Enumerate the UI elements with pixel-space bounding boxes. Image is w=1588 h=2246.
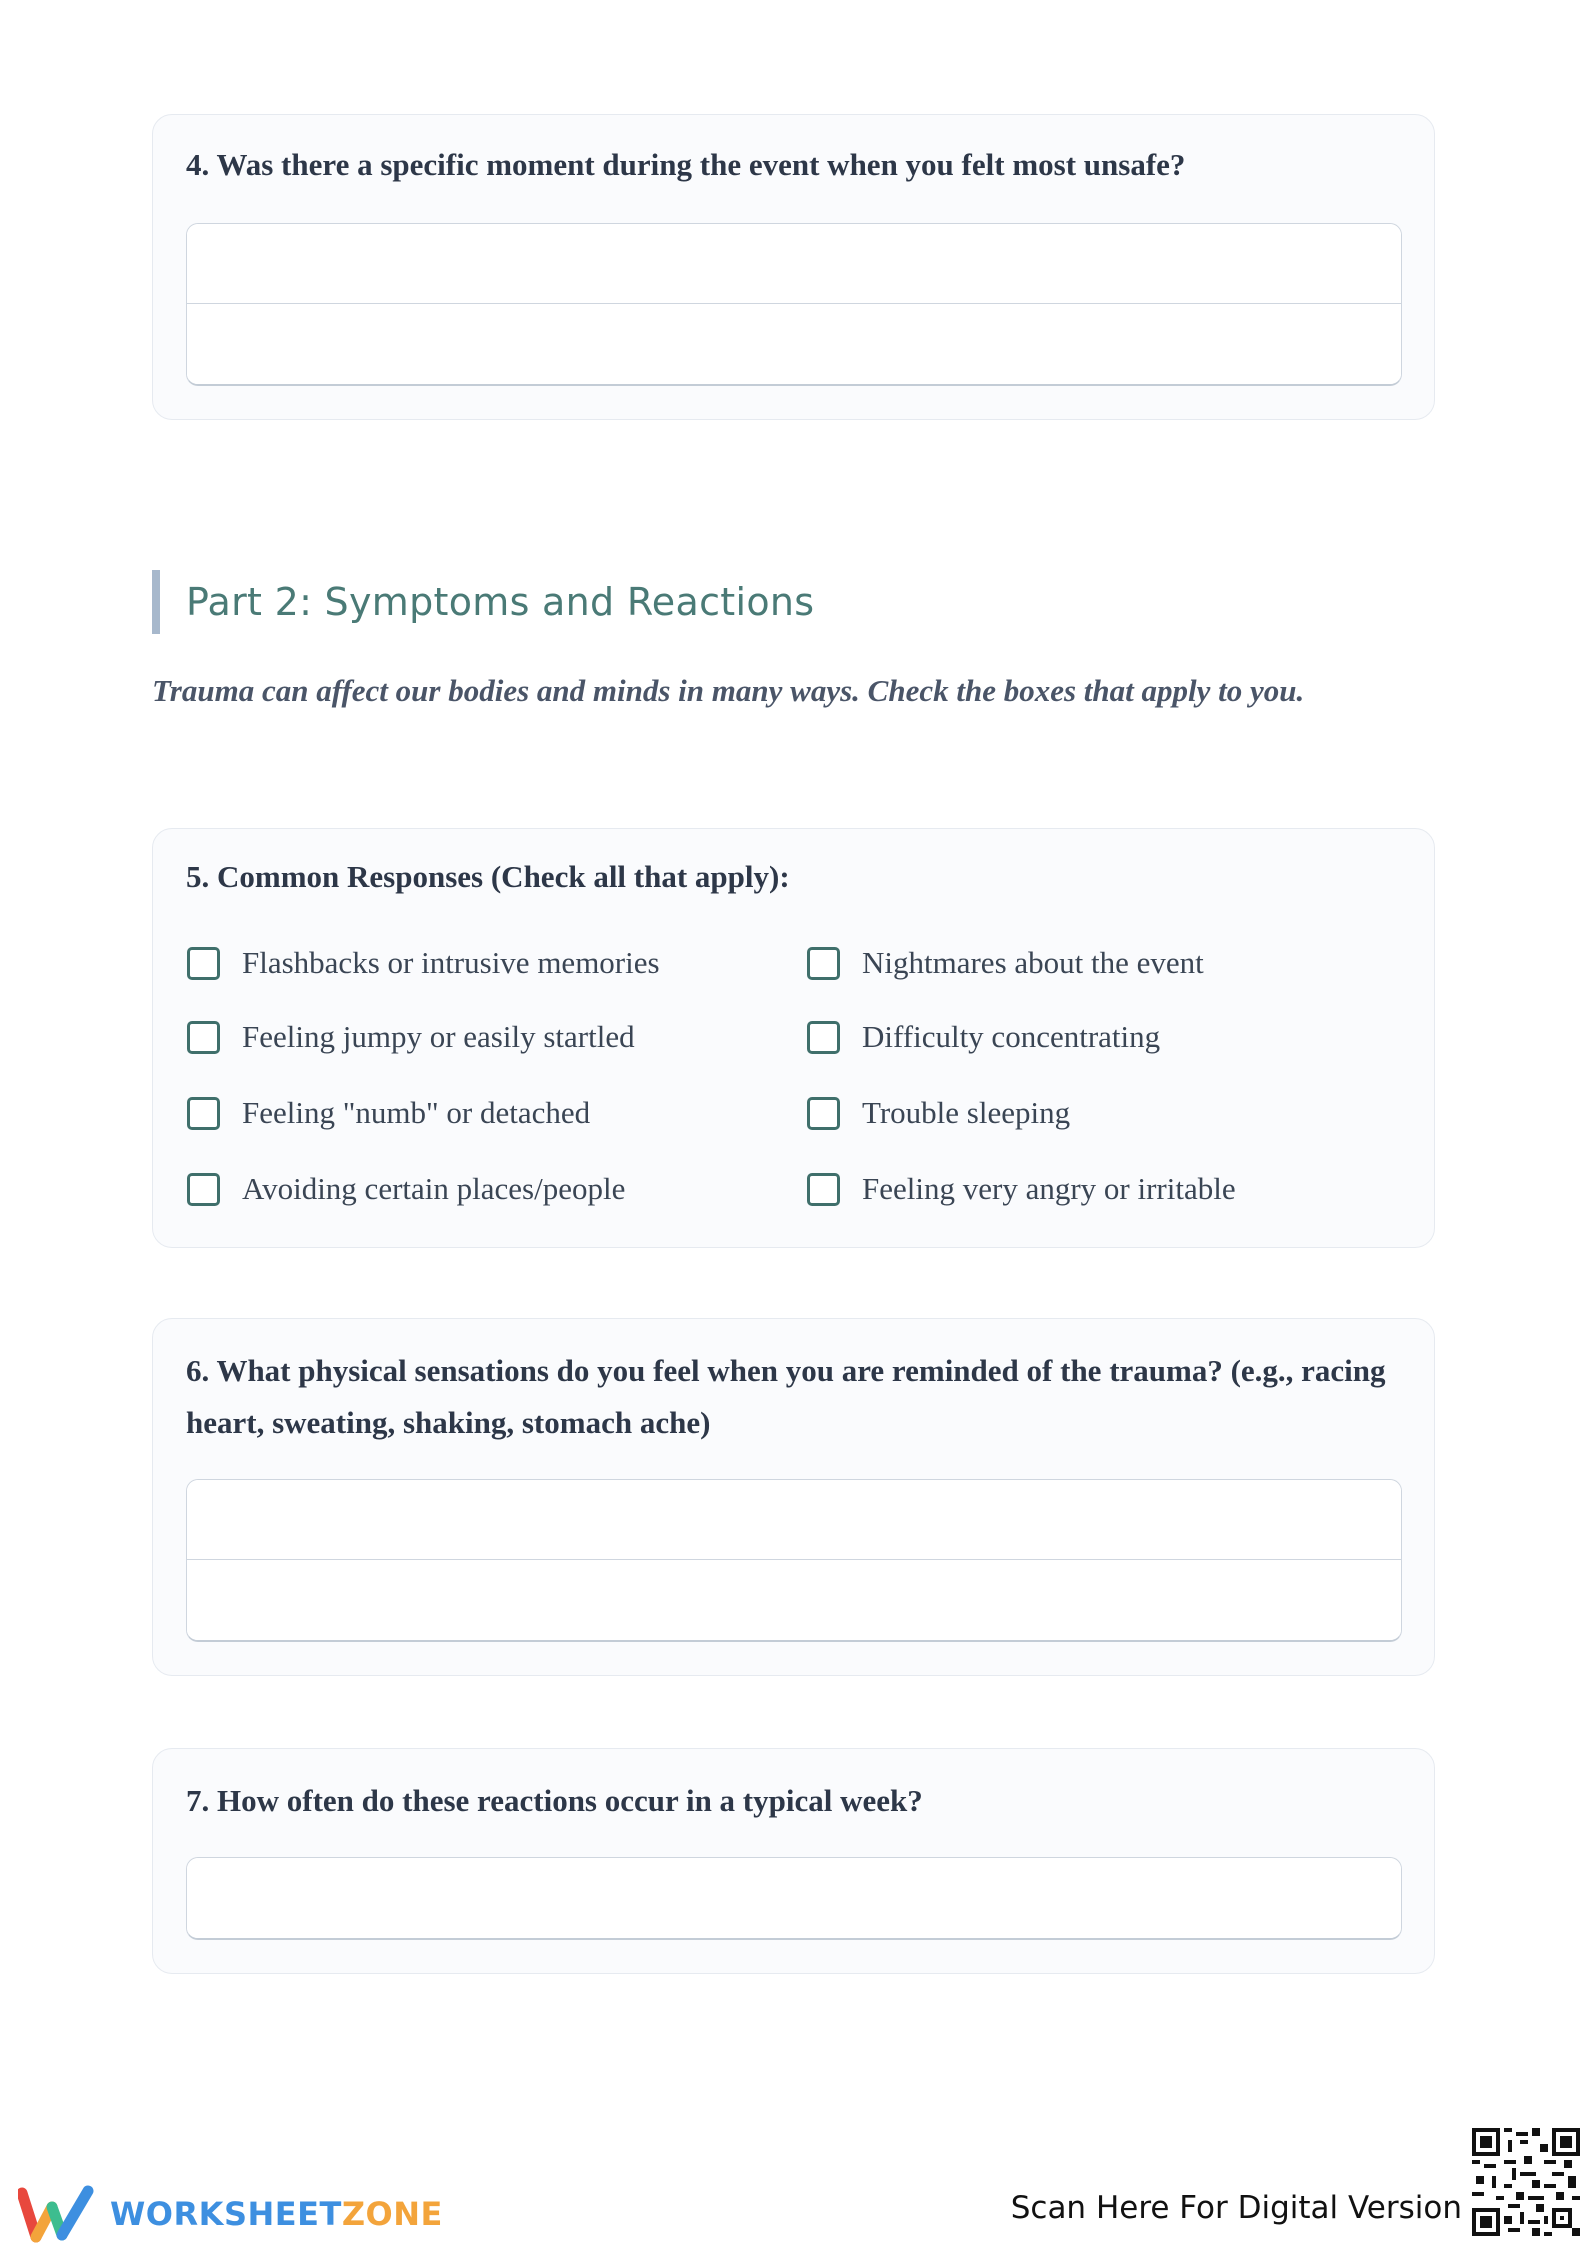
section-description: Trauma can affect our bodies and minds in many ways. Check the boxes that apply to you. — [152, 673, 1305, 708]
checkbox[interactable] — [187, 1097, 220, 1130]
checkbox[interactable] — [807, 947, 840, 980]
question-7-title: 7. How often do these reactions occur in a typical week? — [186, 1783, 923, 1818]
checkbox-label: Feeling very angry or irritable — [862, 1171, 1236, 1206]
checkbox-option[interactable] — [187, 1091, 590, 1135]
checkbox[interactable] — [187, 1173, 220, 1206]
checkbox-label: Difficulty concentrating — [862, 1019, 1161, 1054]
w-logo-icon — [18, 2185, 94, 2243]
section-accent-bar — [152, 570, 160, 634]
worksheetzone-logo[interactable] — [18, 2185, 443, 2243]
checkbox-option[interactable] — [187, 1015, 635, 1059]
checkbox-label: Feeling "numb" or detached — [242, 1095, 591, 1130]
checkbox[interactable] — [187, 947, 220, 980]
question-4-title: 4. Was there a specific moment during the event when you felt most unsafe? — [186, 147, 1186, 182]
checkbox-option[interactable] — [187, 941, 660, 985]
scan-caption: Scan Here For Digital Version — [1010, 2190, 1462, 2226]
question-4-card — [152, 114, 1435, 420]
checkbox-option[interactable] — [187, 1167, 625, 1211]
checkbox-option[interactable] — [807, 1015, 1160, 1059]
checkbox[interactable] — [807, 1021, 840, 1054]
checkbox-label: Flashbacks or intrusive memories — [242, 945, 660, 980]
answer-line[interactable] — [187, 224, 1401, 304]
brand-name — [110, 2195, 443, 2233]
answer-line[interactable] — [187, 1480, 1401, 1560]
checkbox-label: Trouble sleeping — [862, 1095, 1071, 1130]
question-5-title: 5. Common Responses (Check all that apply): — [186, 859, 790, 894]
question-6-answer-box[interactable] — [186, 1479, 1402, 1642]
checkbox-label: Feeling jumpy or easily startled — [242, 1019, 635, 1054]
checkbox[interactable] — [807, 1097, 840, 1130]
answer-line[interactable] — [187, 1858, 1401, 1938]
checkbox-label: Avoiding certain places/people — [242, 1171, 626, 1206]
qr-code-icon[interactable] — [1472, 2128, 1580, 2236]
question-4-answer-box[interactable] — [186, 223, 1402, 386]
question-7-card — [152, 1748, 1435, 1974]
question-7-answer-box[interactable] — [186, 1857, 1402, 1940]
brand-part-2: ZONE — [341, 2195, 443, 2233]
answer-line[interactable] — [187, 1560, 1401, 1640]
checkbox-option[interactable] — [807, 1167, 1236, 1211]
checkbox-option[interactable] — [807, 1091, 1070, 1135]
checkbox[interactable] — [807, 1173, 840, 1206]
checkbox-label: Nightmares about the event — [862, 945, 1204, 980]
checkbox-option[interactable] — [807, 941, 1204, 985]
answer-line[interactable] — [187, 304, 1401, 384]
question-5-card — [152, 828, 1435, 1248]
question-6-card — [152, 1318, 1435, 1676]
section-title: Part 2: Symptoms and Reactions — [186, 580, 815, 624]
question-6-title: 6. What physical sensations do you feel when you are reminded of the trauma? (e.g., racing heart, sweating, shaking, stomach ache) — [186, 1353, 1386, 1440]
checkbox[interactable] — [187, 1021, 220, 1054]
brand-part-1: WORKSHEET — [110, 2195, 342, 2233]
